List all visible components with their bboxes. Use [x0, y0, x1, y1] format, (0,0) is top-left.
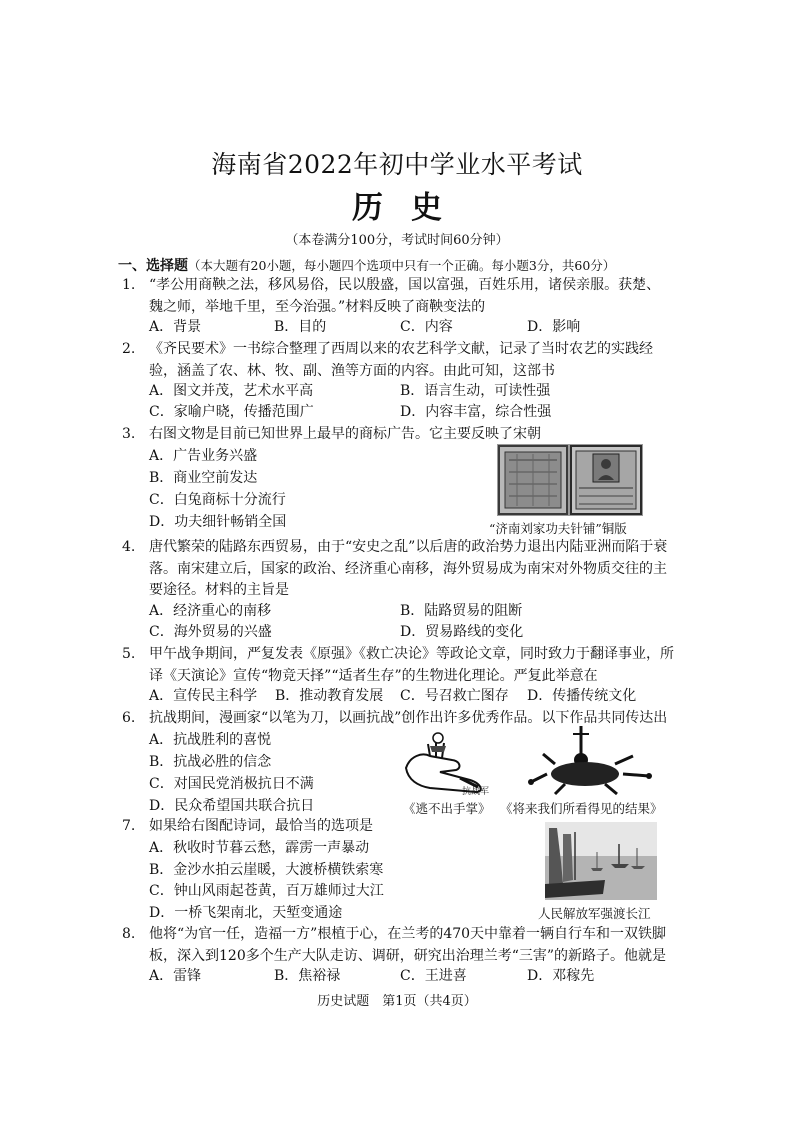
- option-d: D．贸易路线的变化: [400, 624, 524, 640]
- question-4: [122, 537, 674, 602]
- question-number: 8.: [122, 926, 136, 942]
- question-stem: 甲午战争期间，严复发表《原强》《救亡决论》等政论文章，同时致力于翻译事业，所译《天演论》宣传“物竞天择”“适者生存”的生物进化理论。严复此举意在: [149, 646, 674, 684]
- cartoon-caption-2: 《将来我们所看得见的结果》: [500, 801, 663, 816]
- question-number: 3.: [122, 426, 136, 442]
- option-a: A．雷锋: [149, 968, 202, 984]
- cartoon-future-result-image: [525, 724, 655, 798]
- question-number: 7.: [122, 818, 136, 834]
- cartoon-label: 抗战军: [462, 787, 490, 796]
- option-a: A．广告业务兴盛: [149, 448, 258, 464]
- section-title: 一、选择题: [118, 258, 188, 274]
- image-caption: “济南刘家功夫针铺”铜版: [489, 521, 627, 536]
- option-c: C．内容: [400, 319, 453, 335]
- river-crossing-photo: [545, 822, 657, 900]
- question-stem: 右图文物是目前已知世界上最早的商标广告。它主要反映了宋朝: [149, 426, 541, 442]
- question-stem: “孝公用商鞅之法，移风易俗，民以殷盛，国以富强，百姓乐用，诸侯亲服。获楚、魏之师，举地千里，至今治强。”材料反映了商鞅变法的: [149, 277, 661, 315]
- question-8: [122, 924, 674, 967]
- section-heading: [118, 255, 615, 275]
- question-number: 6.: [122, 710, 136, 726]
- option-c: C．号召救亡图存: [400, 688, 509, 704]
- option-b: B．金沙水拍云崖暖，大渡桥横铁索寒: [149, 862, 384, 878]
- question-stem: 《齐民要术》一书综合整理了西周以来的农艺科学文献，记录了当时农艺的实践经验，涵盖了农、林、牧、副、渔等方面的内容。由此可知，这部书: [149, 341, 653, 379]
- question-3: [122, 424, 674, 446]
- option-d: D．影响: [527, 319, 581, 335]
- option-b: B．焦裕禄: [274, 968, 341, 984]
- option-d: D．内容丰富，综合性强: [400, 404, 552, 420]
- option-b: B．商业空前发达: [149, 470, 258, 486]
- page-footer: 历史试题 第1页（共4页）: [317, 994, 477, 1009]
- option-a: A．宣传民主科学: [149, 688, 258, 704]
- section-note: （本大题有20小题，每小题四个选项中只有一个正确。每小题3分，共60分）: [188, 258, 616, 273]
- option-c: C．对国民党消极抗日不满: [149, 776, 314, 792]
- option-c: C．钟山风雨起苍黄，百万雄师过大江: [149, 883, 384, 899]
- question-stem: 唐代繁荣的陆路东西贸易，由于“安史之乱”以后唐的政治势力退出内陆亚洲而陷于衰落。南宋建立后，国家的政治、经济重心南移，海外贸易成为南宋对外物质交往的主要途径。材料的主旨是: [149, 539, 668, 598]
- copper-printing-plate-image: [497, 444, 643, 516]
- option-b: B．推动教育发展: [275, 688, 384, 704]
- option-c: C．王进喜: [400, 968, 467, 984]
- question-2: [122, 339, 674, 382]
- option-a: A．图文并茂，艺术水平高: [149, 383, 314, 399]
- option-a: A．抗战胜利的喜悦: [149, 732, 272, 748]
- option-c: C．白兔商标十分流行: [149, 492, 286, 508]
- option-c: C．海外贸易的兴盛: [149, 624, 272, 640]
- question-number: 4.: [122, 539, 136, 555]
- option-b: B．目的: [274, 319, 327, 335]
- cartoon-escape-palm-image: [400, 730, 496, 796]
- question-stem: 他将“为官一任，造福一方”根植于心，在兰考的470天中靠着一辆自行车和一双铁脚板，深入到120多个生产大队走访、调研，研究出治理兰考“三害”的新路子。他就是: [149, 926, 667, 964]
- option-a: A．背景: [149, 319, 202, 335]
- question-number: 2.: [122, 341, 136, 357]
- option-b: B．抗战必胜的信念: [149, 754, 272, 770]
- option-d: D．邓稼先: [527, 968, 595, 984]
- exam-note: （本卷满分100分，考试时间60分钟）: [285, 233, 509, 248]
- question-1: [122, 275, 674, 318]
- image-caption: 人民解放军强渡长江: [538, 906, 651, 921]
- subject-title: 历史: [352, 190, 470, 226]
- option-d: D．一桥飞架南北，天堑变通途: [149, 905, 343, 921]
- option-d: D．传播传统文化: [527, 688, 637, 704]
- cartoon-caption-1: 《逃不出手掌》: [403, 801, 491, 816]
- question-stem: 如果给右图配诗词，最恰当的选项是: [149, 818, 373, 834]
- option-d: D．民众希望国共联合抗日: [149, 798, 315, 814]
- option-b: B．陆路贸易的阻断: [400, 603, 523, 619]
- option-b: B．语言生动，可读性强: [400, 383, 551, 399]
- option-d: D．功夫细针畅销全国: [149, 514, 287, 530]
- question-number: 1.: [122, 277, 136, 293]
- option-a: A．秋收时节暮云愁，霹雳一声暴动: [149, 840, 370, 856]
- option-c: C．家喻户晓，传播范围广: [149, 404, 314, 420]
- exam-title: 海南省2022年初中学业水平考试: [211, 150, 583, 179]
- question-stem: 抗战期间，漫画家“以笔为刀，以画抗战”创作出许多优秀作品。以下作品共同传达出: [149, 710, 668, 726]
- question-number: 5.: [122, 646, 136, 662]
- option-a: A．经济重心的南移: [149, 603, 272, 619]
- question-5: [122, 644, 674, 687]
